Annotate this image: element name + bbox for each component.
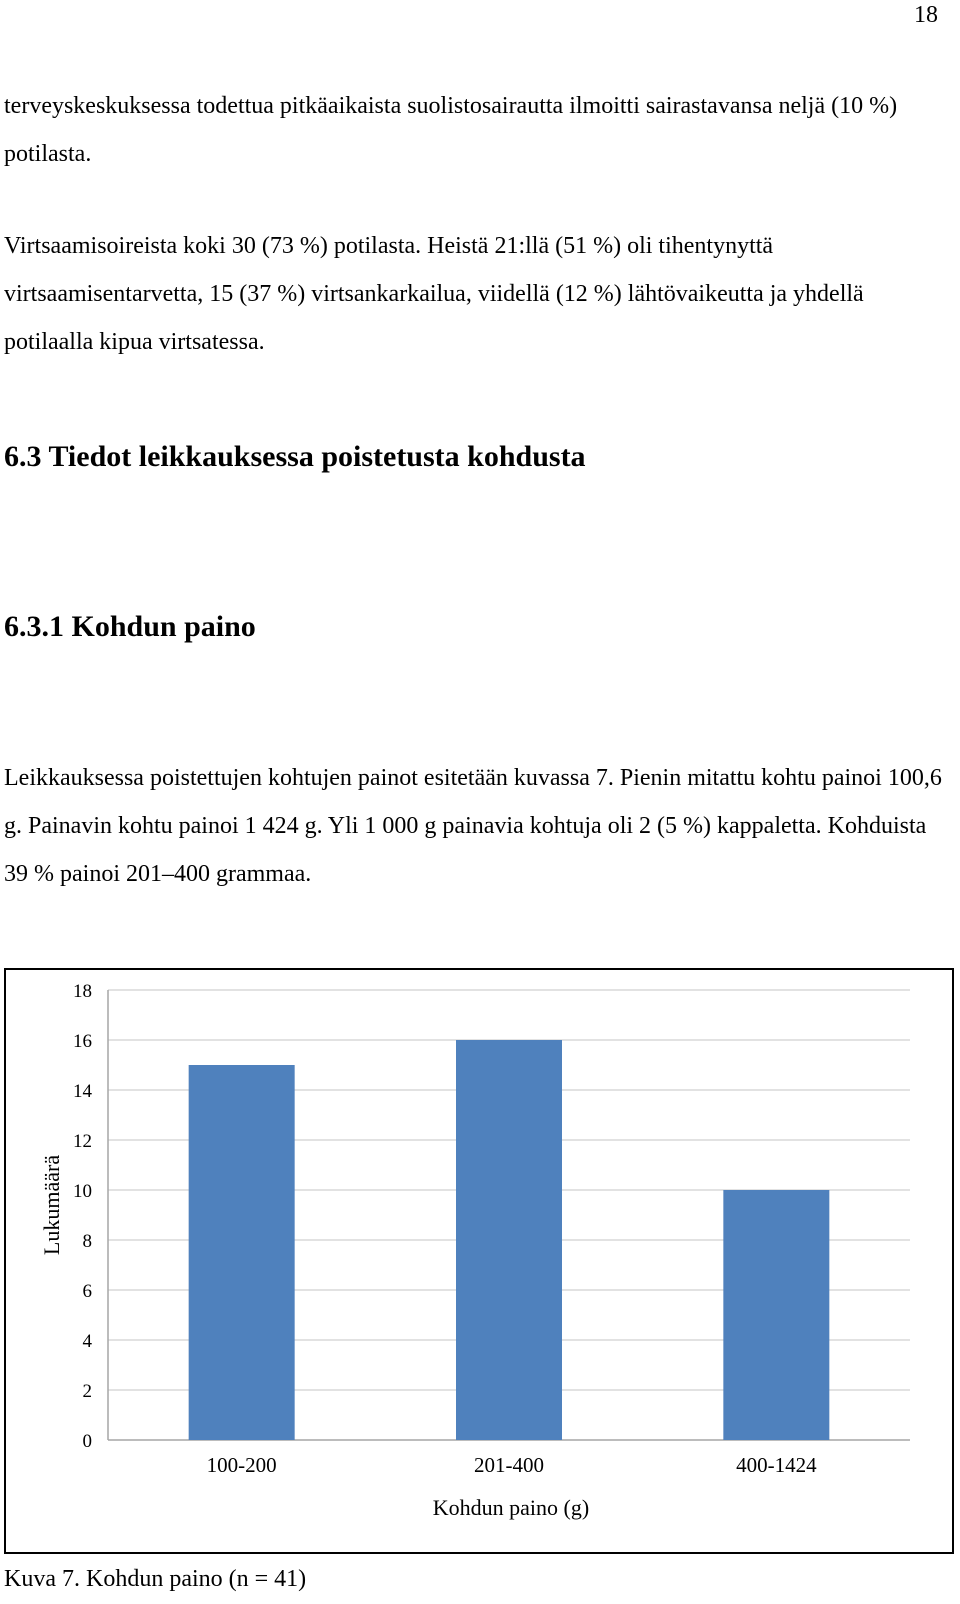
x-tick-labels xyxy=(207,1453,817,1477)
subsection-heading: 6.3.1 Kohdun paino xyxy=(4,610,256,643)
chart-frame xyxy=(4,968,954,1554)
y-tick-labels xyxy=(73,981,93,1452)
y-tick-label: 16 xyxy=(73,1031,92,1052)
bar-400-1424 xyxy=(723,1190,829,1440)
y-tick-label: 4 xyxy=(82,1331,92,1352)
bar-201-400 xyxy=(456,1040,562,1440)
page-number: 18 xyxy=(914,2,938,28)
y-tick-label: 2 xyxy=(82,1381,92,1402)
y-tick-label: 6 xyxy=(82,1281,92,1302)
y-tick-label: 0 xyxy=(82,1431,92,1452)
paragraph-urinary-symptoms: Virtsaamisoireista koki 30 (73 %) potilasta. Heistä 21:llä (51 %) oli tihentynyttä virtsaamisentarvetta, 15 (37 %) virtsankarkailua, viidellä (12 %) lähtövaikeutta ja yhdellä potilaalla kipua virtsatessa. xyxy=(4,233,864,355)
paragraph-bowel-disease: terveyskeskuksessa todettua pitkäaikaista suolistosairautta ilmoitti sairastavansa neljä (10 %) potilasta. xyxy=(4,93,898,167)
bars xyxy=(189,1040,830,1440)
y-tick-label: 14 xyxy=(73,1081,92,1102)
x-axis-label: Kohdun paino (g) xyxy=(432,1495,590,1520)
x-tick-label: 100-200 xyxy=(206,1453,277,1477)
y-axis-label: Lukumäärä xyxy=(39,1154,64,1256)
y-tick-label: 12 xyxy=(73,1131,92,1152)
section-heading: 6.3 Tiedot leikkauksessa poistetusta kohdusta xyxy=(4,440,586,473)
y-tick-label: 8 xyxy=(82,1231,92,1252)
y-tick-label: 10 xyxy=(73,1181,92,1202)
paragraph-uterus-weights: Leikkauksessa poistettujen kohtujen painot esitetään kuvassa 7. Pienin mitattu kohtu painoi 100,6 g. Painavin kohtu painoi 1 424 g. Yli 1 000 g painavia kohtuja oli 2 (5 %) kappaletta. Kohduista 39 % painoi 201–400 grammaa. xyxy=(4,765,942,887)
figure-caption: Kuva 7. Kohdun paino (n = 41) xyxy=(4,1566,307,1592)
bar-chart xyxy=(6,970,952,1552)
x-tick-label: 201-400 xyxy=(474,1453,544,1477)
bar-100-200 xyxy=(189,1065,295,1440)
y-tick-label: 18 xyxy=(73,981,92,1002)
x-tick-label: 400-1424 xyxy=(736,1453,817,1477)
